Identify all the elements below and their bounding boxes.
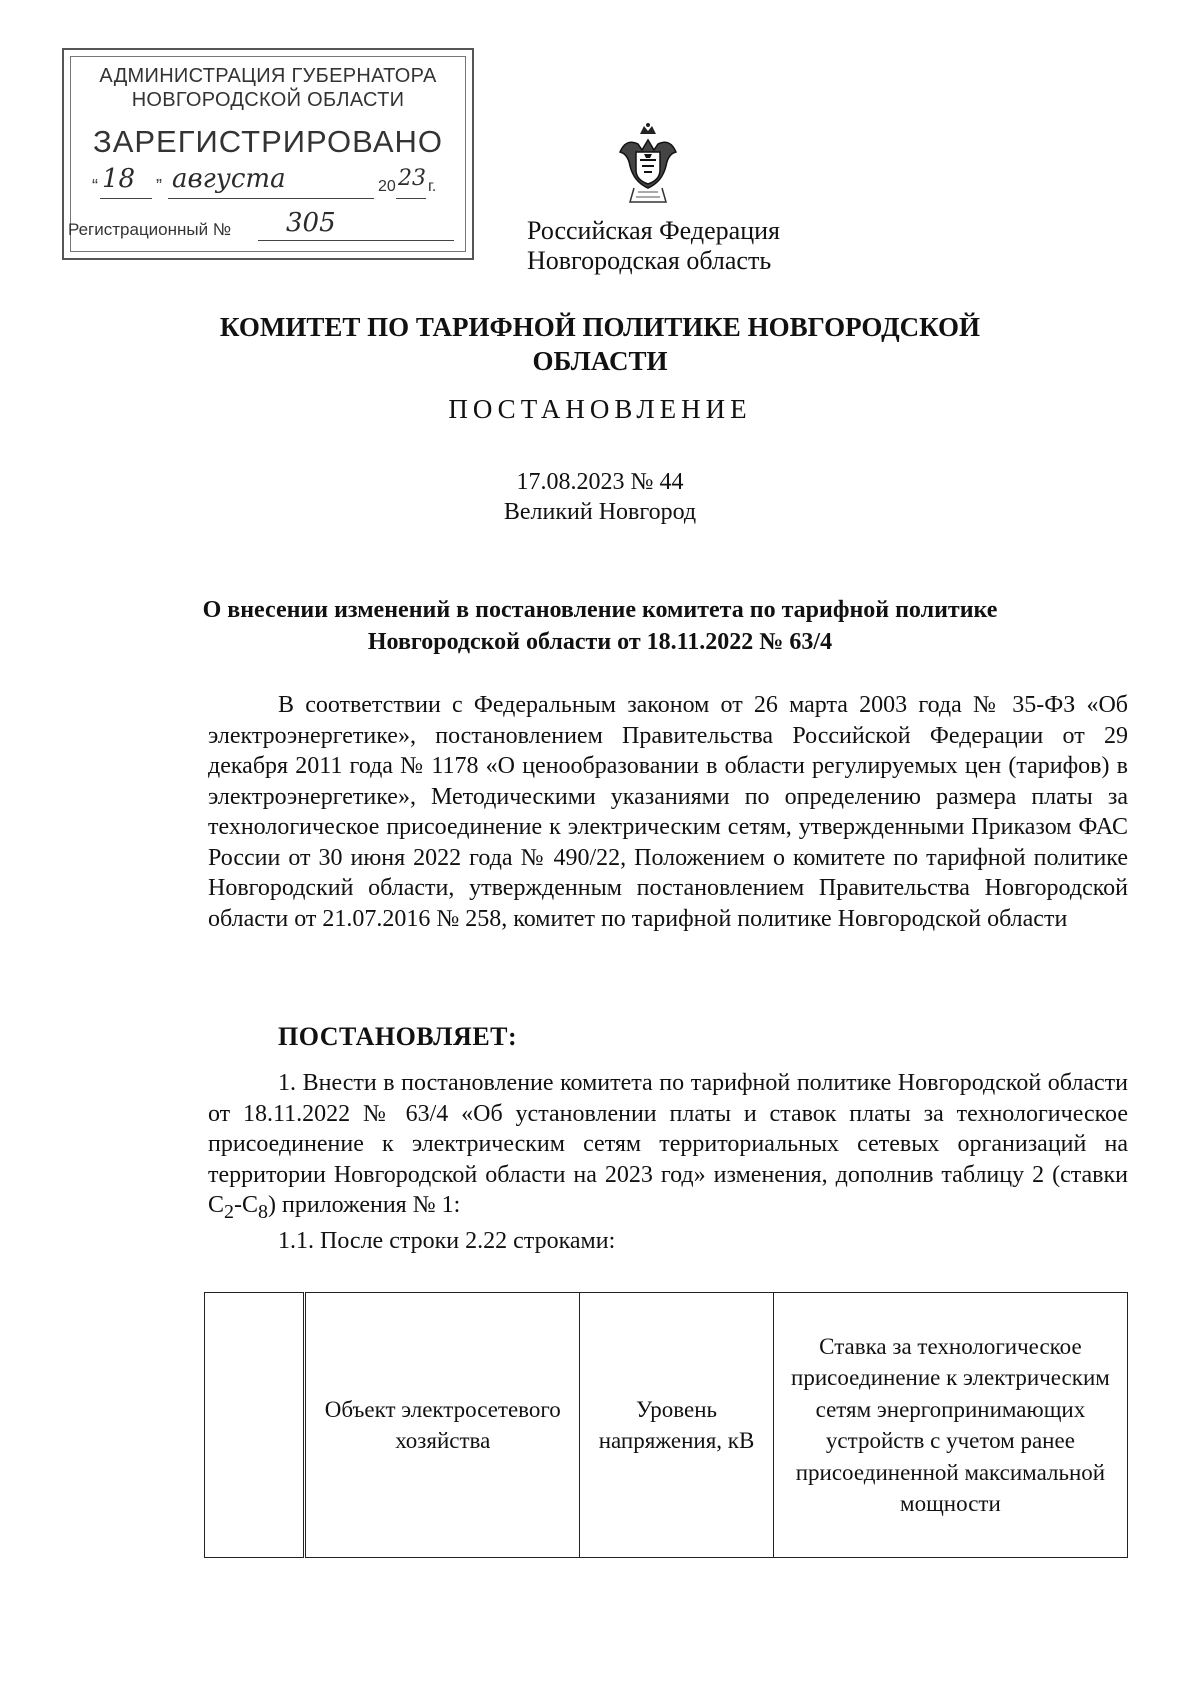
stamp-year-underline [396, 198, 426, 199]
subscript-2: 2 [224, 1200, 235, 1223]
stamp-day: 18 [102, 164, 136, 194]
stamp-year-prefix: 20 [378, 178, 396, 195]
item-1-paragraph [208, 1068, 1128, 1227]
stamp-number-value: 305 [286, 208, 336, 238]
stamp-number-label: Регистрационный № [68, 220, 232, 239]
stamp-number-row [68, 210, 458, 246]
subject-line2: Новгородской области от 18.11.2022 № 63/4 [367, 629, 833, 655]
document-date-number: 17.08.2023 № 44 [516, 469, 684, 495]
committee-title-line2: ОБЛАСТИ [532, 346, 668, 376]
registration-stamp [62, 48, 474, 260]
subscript-8: 8 [258, 1200, 269, 1223]
item-1-text: 1. Внести в постановление комитета по тарифной политике Новгородской области от 18.11.2022 № 63/4 «Об установлении платы и ставок платы за технологическое присоединение к электрическим сетям территориальных сетевых организаций на территории Новгородской области на 2023 год» изменения, дополнив таблицу 2 (ставки С [208, 1070, 1128, 1218]
stamp-organization [64, 64, 472, 112]
table-header-voltage: Уровень напряжения, кВ [580, 1293, 774, 1558]
stamp-number-underline [258, 240, 454, 241]
stamp-registered: ЗАРЕГИСТРИРОВАНО [92, 124, 443, 159]
date-number-block [180, 467, 1020, 527]
item-1-1-paragraph: 1.1. После строки 2.22 строками: [278, 1228, 616, 1254]
subject-line1: О внесении изменений в постановление комитета по тарифной политике [202, 597, 998, 623]
table-header-number [205, 1293, 305, 1558]
table-header-row [205, 1293, 1128, 1558]
committee-title-line1: КОМИТЕТ ПО ТАРИФНОЙ ПОЛИТИКЕ НОВГОРОДСКОЙ [219, 312, 981, 342]
coat-of-arms-icon [616, 122, 680, 206]
stamp-org-line1: АДМИНИСТРАЦИЯ ГУБЕРНАТОРА [99, 65, 437, 87]
document-type: ПОСТАНОВЛЕНИЕ [448, 394, 752, 424]
stamp-quote-close: ” [156, 176, 162, 196]
federation-block [527, 216, 780, 276]
stamp-year-unit: г. [428, 178, 437, 195]
table-header-object: Объект электросетевого хозяйства [305, 1293, 580, 1558]
stamp-quote-open: “ [92, 176, 98, 196]
region-name: Новгородская область [527, 246, 772, 275]
decree-heading: ПОСТАНОВЛЯЕТ: [278, 1022, 518, 1051]
committee-title [180, 310, 1020, 378]
document-subject [180, 594, 1020, 658]
table-header-rate: Ставка за технологическое присоединение к электрическим сетям энергопринимающих устройств с учетом ранее присоединенной максимальной мощности [773, 1293, 1127, 1558]
stamp-org-line2: НОВГОРОДСКОЙ ОБЛАСТИ [131, 89, 405, 111]
stamp-month: августа [172, 164, 286, 194]
item-1-dash: -С [234, 1192, 259, 1218]
item-1-tail: ) приложения № 1: [268, 1192, 461, 1218]
document-city: Великий Новгород [503, 499, 697, 525]
preamble-paragraph: В соответствии с Федеральным законом от 26 марта 2003 года № 35-ФЗ «Об электроэнергетике», постановлением Правительства Российской Федерации от 29 декабря 2011 года № 1178 «О ценообразовании в области регулируемых цен (тарифов) в электроэнергетике», Методическими указаниями по определению размера платы за технологическое присоединение к электрическим сетям, утвержденными Приказом ФАС России от 30 июня 2022 года № 490/22, Положением о комитете по тарифной политике Новгородский области, утвержденным постановлением Правительства Новгородской области от 21.07.2016 № 258, комитет по тарифной политике Новгородской области [208, 692, 1128, 932]
stamp-date-row [92, 164, 444, 206]
rates-table [204, 1292, 1128, 1558]
stamp-day-underline [100, 198, 152, 199]
country-name: Российская Федерация [527, 216, 780, 245]
stamp-month-underline [168, 198, 374, 199]
stamp-year-suffix: 23 [398, 166, 426, 191]
